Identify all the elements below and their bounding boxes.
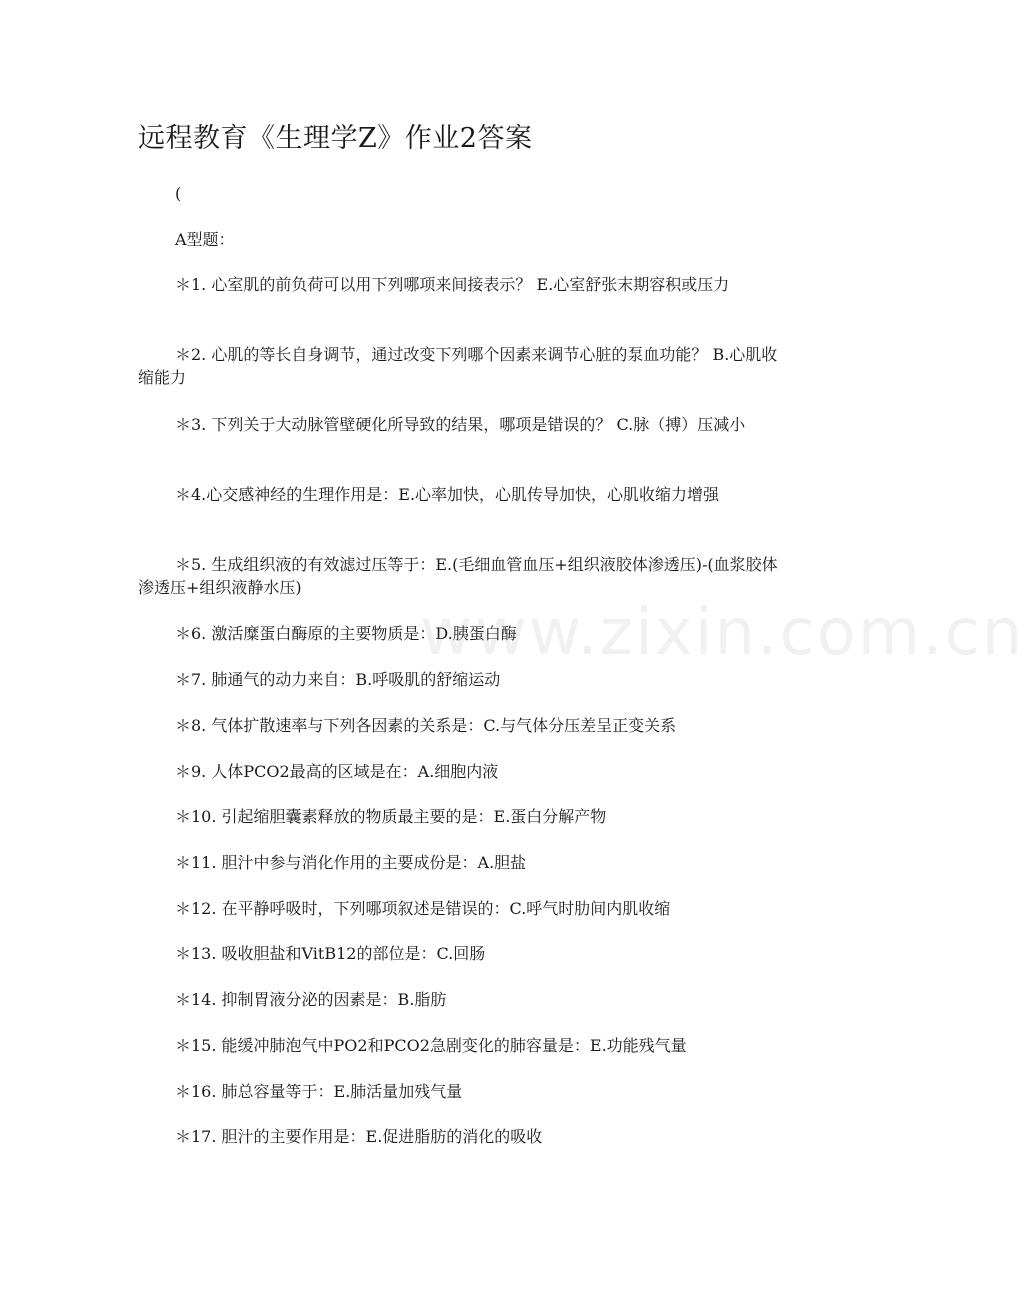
question-item: ＊7. 肺通气的动力来自：B.呼吸肌的舒缩运动: [175, 670, 501, 689]
question-item: ＊10. 引起缩胆囊素释放的物质最主要的是：E.蛋白分解产物: [175, 807, 607, 826]
question-item: ＊15. 能缓冲肺泡气中PO2和PCO2急剧变化的肺容量是：E.功能残气量: [175, 1036, 687, 1055]
question-item: ＊12. 在平静呼吸时，下列哪项叙述是错误的：C.呼气时肋间内肌收缩: [175, 899, 671, 918]
question-item: ＊11. 胆汁中参与消化作用的主要成份是：A.胆盐: [175, 853, 527, 872]
watermark-text: www.zixin.com.cn: [420, 596, 1024, 670]
opening-paren: (: [175, 184, 182, 203]
question-item: ＊8. 气体扩散速率与下列各因素的关系是：C.与气体分压差呈正变关系: [175, 716, 677, 735]
section-heading: A型题：: [175, 230, 235, 249]
question-item: ＊17. 胆汁的主要作用是：E.促进脂肪的消化的吸收: [175, 1127, 543, 1146]
question-item: ＊5. 生成组织液的有效滤过压等于：E.(毛细血管血压+组织液胶体渗透压)-(血浆胶体渗透压+组织液静水压): [138, 555, 778, 597]
question-item: ＊14. 抑制胃液分泌的因素是：B.脂肪: [175, 990, 447, 1009]
question-item: ＊3. 下列关于大动脉管壁硬化所导致的结果，哪项是错误的？ C.脉（搏）压减小: [175, 415, 746, 434]
question-item: ＊9. 人体PCO2最高的区域是在：A.细胞内液: [175, 762, 499, 781]
question-item: ＊16. 肺总容量等于：E.肺活量加残气量: [175, 1082, 463, 1101]
question-item: ＊6. 激活糜蛋白酶原的主要物质是：D.胰蛋白酶: [175, 624, 517, 643]
question-item: ＊2. 心肌的等长自身调节，通过改变下列哪个因素来调节心脏的泵血功能？ B.心肌收缩能力: [138, 345, 778, 387]
question-item: ＊1. 心室肌的前负荷可以用下列哪项来间接表示？ E.心室舒张末期容积或压力: [175, 275, 730, 294]
question-item: ＊4.心交感神经的生理作用是：E.心率加快，心肌传导加快，心肌收缩力增强: [175, 485, 720, 504]
document-title: 远程教育《生理学Z》作业2答案: [138, 123, 533, 154]
question-item: ＊13. 吸收胆盐和VitB12的部位是：C.回肠: [175, 944, 486, 963]
